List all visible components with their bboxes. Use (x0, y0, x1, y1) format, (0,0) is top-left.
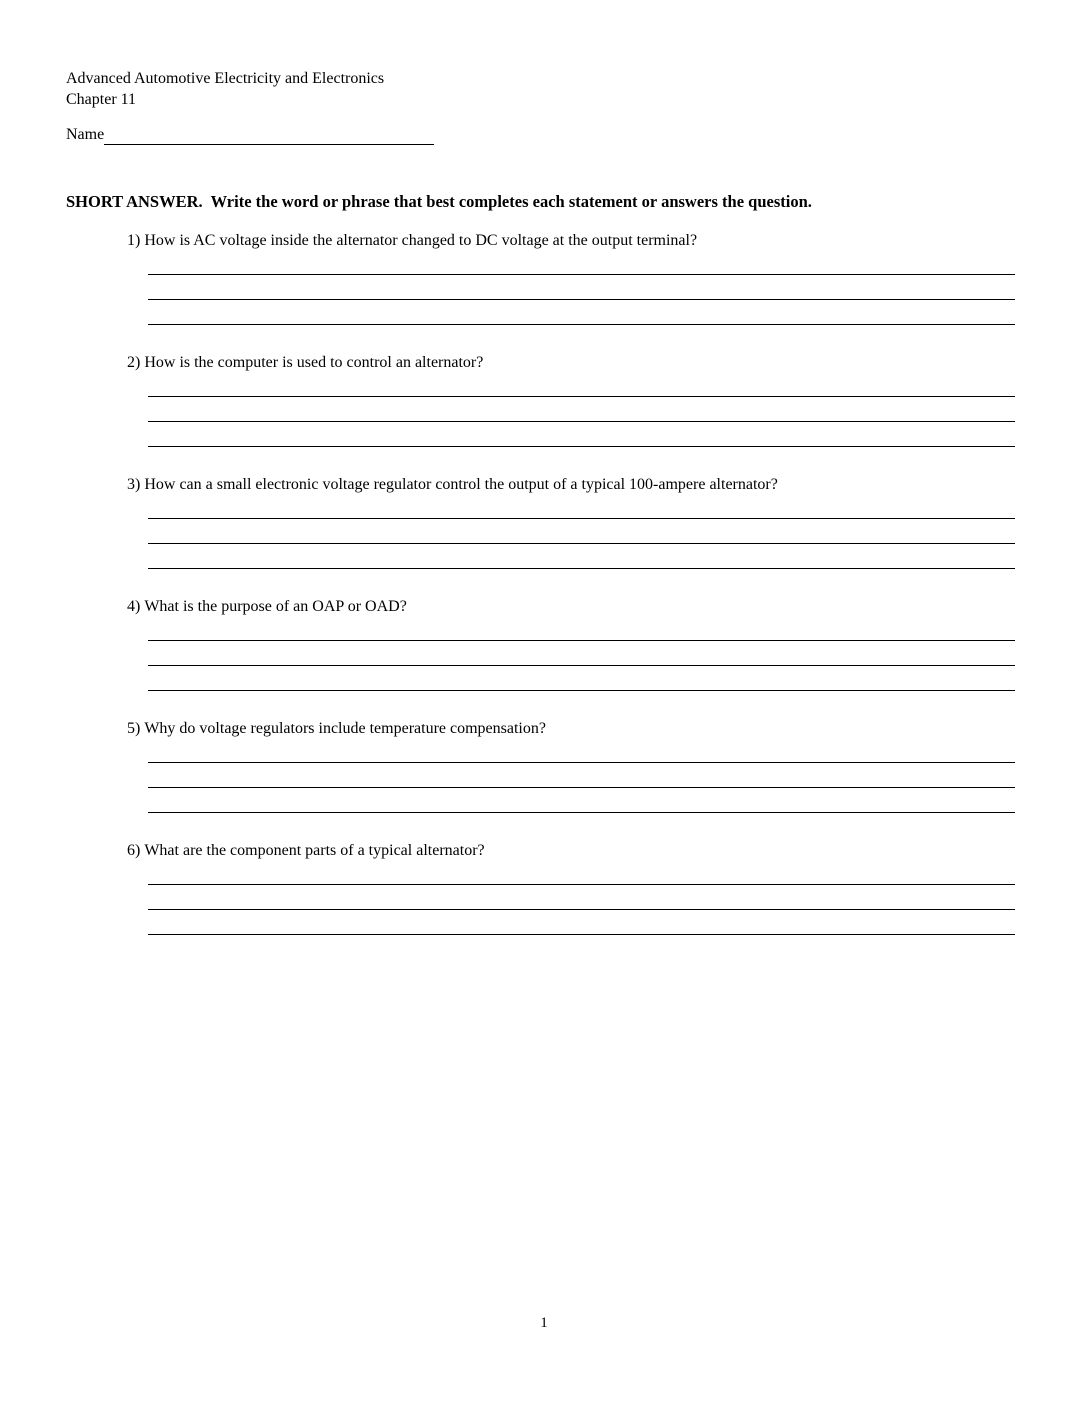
question-number: 5) (127, 720, 141, 737)
answer-lines (148, 617, 1015, 691)
answer-blank-line (148, 422, 1015, 447)
answer-blank-line (148, 519, 1015, 544)
answer-blank-line (148, 788, 1015, 813)
question-block-6 (66, 840, 1022, 935)
question-body: Why do voltage regulators include temperature compensation? (144, 720, 546, 737)
answer-blank-line (148, 617, 1015, 641)
question-number: 2) (127, 354, 141, 371)
answer-blank-line (148, 544, 1015, 569)
section-heading: SHORT ANSWER. Write the word or phrase that best completes each statement or answers the question. (66, 192, 812, 211)
answer-lines (148, 373, 1015, 447)
name-blank-line (104, 126, 434, 145)
question-text (127, 718, 1022, 739)
question-text (127, 352, 1022, 373)
question-body: What is the purpose of an OAP or OAD? (144, 598, 407, 615)
question-text (127, 840, 1022, 861)
answer-blank-line (148, 251, 1015, 275)
answer-blank-line (148, 373, 1015, 397)
question-block-4 (66, 596, 1022, 691)
question-text (127, 230, 1022, 251)
question-text (127, 474, 1022, 495)
answer-blank-line (148, 910, 1015, 935)
answer-blank-line (148, 397, 1015, 422)
name-label: Name (66, 126, 105, 143)
answer-blank-line (148, 275, 1015, 300)
question-text (127, 596, 1022, 617)
question-body: How is AC voltage inside the alternator changed to DC voltage at the output terminal? (144, 232, 698, 249)
name-row (66, 124, 1022, 145)
answer-lines (148, 251, 1015, 325)
question-number: 3) (127, 476, 141, 493)
question-body: What are the component parts of a typical alternator? (144, 842, 485, 859)
question-number: 6) (127, 842, 141, 859)
question-number: 1) (127, 232, 141, 249)
answer-lines (148, 739, 1015, 813)
question-body: How can a small electronic voltage regulator control the output of a typical 100-ampere alternator? (144, 476, 778, 493)
answer-blank-line (148, 300, 1015, 325)
answer-blank-line (148, 861, 1015, 885)
answer-blank-line (148, 739, 1015, 763)
answer-blank-line (148, 641, 1015, 666)
course-title: Advanced Automotive Electricity and Electronics (66, 70, 385, 87)
question-block-2 (66, 352, 1022, 447)
answer-blank-line (148, 495, 1015, 519)
question-block-5 (66, 718, 1022, 813)
answer-blank-line (148, 885, 1015, 910)
question-block-3 (66, 474, 1022, 569)
answer-blank-line (148, 666, 1015, 691)
question-body: How is the computer is used to control an alternator? (144, 354, 484, 371)
answer-lines (148, 861, 1015, 935)
question-number: 4) (127, 598, 141, 615)
chapter-title: Chapter 11 (66, 91, 137, 108)
page-number: 1 (540, 1315, 548, 1331)
questions-list (66, 230, 1022, 935)
answer-lines (148, 495, 1015, 569)
question-block-1 (66, 230, 1022, 325)
answer-blank-line (148, 763, 1015, 788)
